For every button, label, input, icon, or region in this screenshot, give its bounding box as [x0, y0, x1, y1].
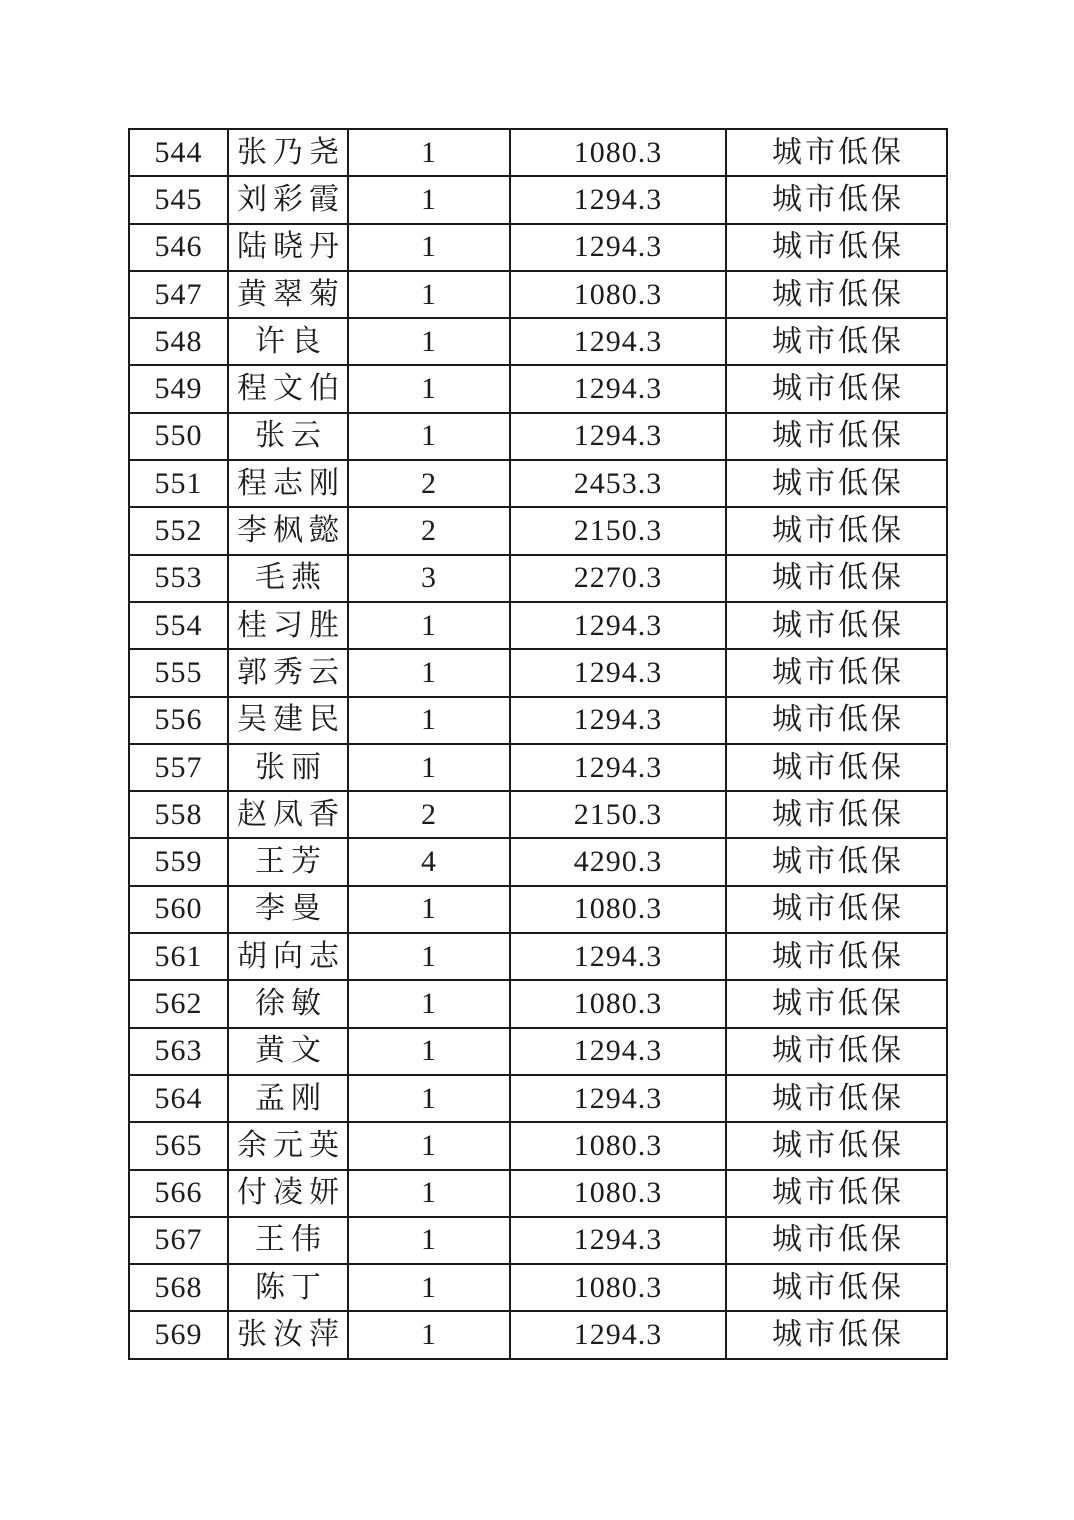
cell-amount: 1294.3 — [510, 602, 726, 649]
cell-amount: 2150.3 — [510, 507, 726, 554]
cell-row-number: 564 — [129, 1075, 228, 1122]
cell-count: 1 — [348, 129, 510, 176]
cell-count: 1 — [348, 1170, 510, 1217]
table-row — [129, 1075, 947, 1122]
cell-row-number: 550 — [129, 413, 228, 460]
table-row — [129, 744, 947, 791]
table-row — [129, 413, 947, 460]
cell-amount: 1080.3 — [510, 271, 726, 318]
cell-amount: 1080.3 — [510, 1264, 726, 1311]
cell-category: 城市低保 — [726, 365, 947, 412]
cell-name: 程文伯 — [228, 365, 348, 412]
cell-name: 程志刚 — [228, 460, 348, 507]
cell-category: 城市低保 — [726, 271, 947, 318]
cell-row-number: 547 — [129, 271, 228, 318]
table-body — [129, 129, 947, 1359]
cell-row-number: 551 — [129, 460, 228, 507]
cell-name: 张云 — [228, 413, 348, 460]
table-row — [129, 791, 947, 838]
cell-amount: 1294.3 — [510, 1028, 726, 1075]
cell-amount: 1294.3 — [510, 413, 726, 460]
cell-count: 1 — [348, 318, 510, 365]
cell-row-number: 546 — [129, 224, 228, 271]
cell-count: 1 — [348, 1217, 510, 1264]
cell-category: 城市低保 — [726, 1170, 947, 1217]
cell-name: 桂习胜 — [228, 602, 348, 649]
cell-count: 1 — [348, 413, 510, 460]
cell-count: 1 — [348, 224, 510, 271]
cell-category: 城市低保 — [726, 1217, 947, 1264]
table-row — [129, 602, 947, 649]
cell-amount: 1294.3 — [510, 1075, 726, 1122]
cell-row-number: 556 — [129, 697, 228, 744]
cell-row-number: 553 — [129, 555, 228, 602]
cell-category: 城市低保 — [726, 1311, 947, 1358]
table-row — [129, 980, 947, 1027]
table-row — [129, 507, 947, 554]
cell-name: 黄文 — [228, 1028, 348, 1075]
cell-name: 郭秀云 — [228, 649, 348, 696]
table-row — [129, 1170, 947, 1217]
cell-count: 1 — [348, 365, 510, 412]
cell-row-number: 552 — [129, 507, 228, 554]
cell-category: 城市低保 — [726, 318, 947, 365]
cell-row-number: 555 — [129, 649, 228, 696]
cell-name: 许良 — [228, 318, 348, 365]
table-row — [129, 365, 947, 412]
cell-count: 2 — [348, 507, 510, 554]
benefit-table — [128, 128, 948, 1360]
cell-row-number: 563 — [129, 1028, 228, 1075]
table-row — [129, 176, 947, 223]
cell-count: 1 — [348, 1122, 510, 1169]
table-row — [129, 1264, 947, 1311]
cell-name: 余元英 — [228, 1122, 348, 1169]
table-row — [129, 649, 947, 696]
cell-amount: 1080.3 — [510, 1170, 726, 1217]
cell-name: 孟刚 — [228, 1075, 348, 1122]
cell-amount: 1294.3 — [510, 176, 726, 223]
cell-row-number: 562 — [129, 980, 228, 1027]
cell-count: 1 — [348, 886, 510, 933]
cell-amount: 2270.3 — [510, 555, 726, 602]
cell-category: 城市低保 — [726, 129, 947, 176]
cell-row-number: 554 — [129, 602, 228, 649]
cell-amount: 1294.3 — [510, 1217, 726, 1264]
table-row — [129, 129, 947, 176]
cell-count: 1 — [348, 602, 510, 649]
cell-row-number: 548 — [129, 318, 228, 365]
cell-row-number: 565 — [129, 1122, 228, 1169]
cell-amount: 1294.3 — [510, 318, 726, 365]
cell-row-number: 567 — [129, 1217, 228, 1264]
cell-count: 1 — [348, 271, 510, 318]
cell-count: 2 — [348, 460, 510, 507]
cell-amount: 1294.3 — [510, 1311, 726, 1358]
cell-category: 城市低保 — [726, 933, 947, 980]
cell-count: 1 — [348, 176, 510, 223]
cell-count: 3 — [348, 555, 510, 602]
cell-amount: 1080.3 — [510, 129, 726, 176]
cell-count: 1 — [348, 649, 510, 696]
cell-row-number: 544 — [129, 129, 228, 176]
cell-name: 毛燕 — [228, 555, 348, 602]
cell-name: 刘彩霞 — [228, 176, 348, 223]
cell-name: 付凌妍 — [228, 1170, 348, 1217]
cell-amount: 1294.3 — [510, 649, 726, 696]
cell-name: 徐敏 — [228, 980, 348, 1027]
cell-name: 张汝萍 — [228, 1311, 348, 1358]
cell-amount: 2150.3 — [510, 791, 726, 838]
cell-category: 城市低保 — [726, 980, 947, 1027]
cell-row-number: 559 — [129, 838, 228, 885]
cell-category: 城市低保 — [726, 744, 947, 791]
cell-amount: 1294.3 — [510, 697, 726, 744]
table-row — [129, 838, 947, 885]
cell-category: 城市低保 — [726, 507, 947, 554]
cell-category: 城市低保 — [726, 1075, 947, 1122]
cell-count: 1 — [348, 1028, 510, 1075]
cell-amount: 1080.3 — [510, 886, 726, 933]
table-row — [129, 1311, 947, 1358]
cell-category: 城市低保 — [726, 555, 947, 602]
cell-name: 吴建民 — [228, 697, 348, 744]
cell-name: 陈丁 — [228, 1264, 348, 1311]
cell-amount: 1294.3 — [510, 744, 726, 791]
cell-amount: 2453.3 — [510, 460, 726, 507]
cell-category: 城市低保 — [726, 1122, 947, 1169]
cell-count: 1 — [348, 1264, 510, 1311]
cell-count: 1 — [348, 697, 510, 744]
cell-row-number: 549 — [129, 365, 228, 412]
cell-amount: 1080.3 — [510, 980, 726, 1027]
cell-row-number: 545 — [129, 176, 228, 223]
table-row — [129, 933, 947, 980]
cell-name: 李曼 — [228, 886, 348, 933]
cell-row-number: 558 — [129, 791, 228, 838]
cell-count: 1 — [348, 933, 510, 980]
cell-count: 4 — [348, 838, 510, 885]
cell-category: 城市低保 — [726, 224, 947, 271]
cell-amount: 1294.3 — [510, 365, 726, 412]
cell-count: 1 — [348, 980, 510, 1027]
cell-count: 1 — [348, 744, 510, 791]
cell-amount: 1080.3 — [510, 1122, 726, 1169]
cell-category: 城市低保 — [726, 649, 947, 696]
cell-name: 赵凤香 — [228, 791, 348, 838]
table-row — [129, 271, 947, 318]
cell-category: 城市低保 — [726, 1028, 947, 1075]
cell-category: 城市低保 — [726, 176, 947, 223]
table-row — [129, 1122, 947, 1169]
table-row — [129, 697, 947, 744]
cell-category: 城市低保 — [726, 791, 947, 838]
cell-amount: 1294.3 — [510, 224, 726, 271]
cell-name: 张乃尧 — [228, 129, 348, 176]
cell-category: 城市低保 — [726, 1264, 947, 1311]
table-row — [129, 555, 947, 602]
cell-name: 胡向志 — [228, 933, 348, 980]
cell-amount: 1294.3 — [510, 933, 726, 980]
table-row — [129, 1217, 947, 1264]
cell-amount: 4290.3 — [510, 838, 726, 885]
cell-name: 张丽 — [228, 744, 348, 791]
cell-row-number: 568 — [129, 1264, 228, 1311]
cell-row-number: 561 — [129, 933, 228, 980]
cell-category: 城市低保 — [726, 460, 947, 507]
cell-row-number: 569 — [129, 1311, 228, 1358]
cell-count: 1 — [348, 1075, 510, 1122]
cell-category: 城市低保 — [726, 838, 947, 885]
table-row — [129, 886, 947, 933]
cell-count: 1 — [348, 1311, 510, 1358]
table-row — [129, 1028, 947, 1075]
cell-category: 城市低保 — [726, 697, 947, 744]
cell-name: 王伟 — [228, 1217, 348, 1264]
cell-name: 李枫懿 — [228, 507, 348, 554]
cell-name: 王芳 — [228, 838, 348, 885]
table-row — [129, 224, 947, 271]
cell-row-number: 557 — [129, 744, 228, 791]
cell-category: 城市低保 — [726, 602, 947, 649]
cell-count: 2 — [348, 791, 510, 838]
cell-category: 城市低保 — [726, 886, 947, 933]
cell-row-number: 560 — [129, 886, 228, 933]
cell-row-number: 566 — [129, 1170, 228, 1217]
cell-category: 城市低保 — [726, 413, 947, 460]
cell-name: 黄翠菊 — [228, 271, 348, 318]
table-row — [129, 318, 947, 365]
table-row — [129, 460, 947, 507]
cell-name: 陆晓丹 — [228, 224, 348, 271]
